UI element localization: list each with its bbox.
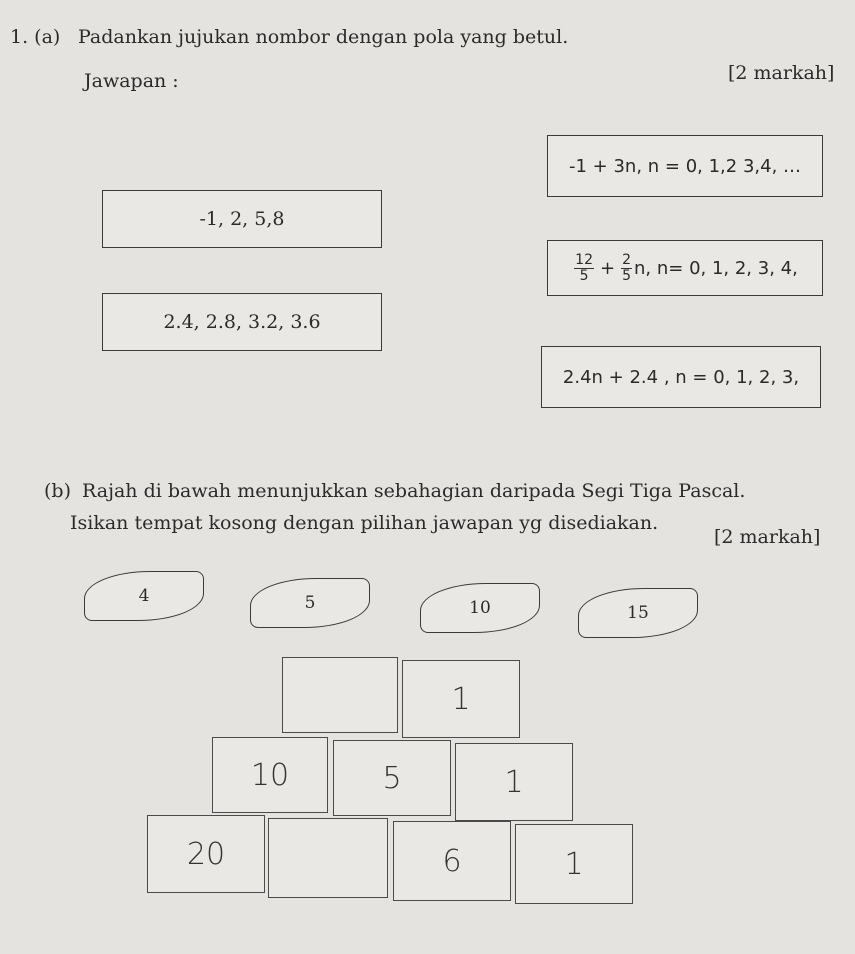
pattern-box-1[interactable] — [547, 135, 823, 197]
fraction-denominator: 5 — [579, 267, 589, 284]
question-b-line-2: Isikan tempat kosong dengan pilihan jawapan yg disediakan. — [70, 512, 659, 534]
pascal-cell — [402, 660, 520, 738]
pattern-text-3: 2.4n + 2.4 , n = 0, 1, 2, 3, — [562, 366, 800, 388]
sequence-text-2: 2.4, 2.8, 3.2, 3.6 — [163, 311, 321, 333]
pascal-blank-cell[interactable] — [282, 657, 398, 733]
choice-label: 5 — [304, 593, 316, 613]
pattern-text-2-tail: n, n= 0, 1, 2, 3, 4, — [634, 257, 798, 279]
question-b-line-1: Rajah di bawah menunjukkan sebahagian daripada Segi Tiga Pascal. — [82, 480, 746, 502]
choice-5[interactable] — [250, 578, 370, 628]
pascal-cell — [212, 737, 328, 813]
cell-value: 1 — [564, 846, 584, 882]
question-a-text: Padankan jujukan nombor dengan pola yang betul. — [78, 26, 569, 48]
pascal-blank-cell[interactable] — [268, 818, 388, 898]
cell-value: 20 — [186, 836, 226, 872]
fraction-denominator: 5 — [622, 267, 631, 284]
cell-value: 6 — [442, 843, 462, 879]
cell-value: 1 — [451, 681, 471, 717]
question-number-b: (b) — [44, 480, 71, 502]
pascal-cell — [147, 815, 265, 893]
pattern-box-2[interactable] — [547, 240, 823, 296]
sequence-box-1[interactable] — [102, 190, 382, 248]
choice-label: 10 — [469, 598, 491, 618]
sequence-box-2[interactable] — [102, 293, 382, 351]
marks-a: [2 markah] — [728, 62, 835, 84]
choice-4[interactable] — [84, 571, 204, 621]
fraction-2-5 — [621, 253, 632, 283]
pattern-text-1: -1 + 3n, n = 0, 1,2 3,4, … — [568, 155, 802, 177]
choice-label: 4 — [138, 586, 150, 606]
choice-10[interactable] — [420, 583, 540, 633]
pascal-cell — [515, 824, 633, 904]
marks-b: [2 markah] — [714, 526, 821, 548]
fraction-numerator: 12 — [575, 251, 593, 268]
choice-label: 15 — [627, 603, 649, 623]
fraction-numerator: 2 — [622, 251, 631, 268]
answer-label: Jawapan : — [84, 70, 179, 92]
cell-value: 5 — [382, 760, 402, 796]
pascal-cell — [455, 743, 573, 821]
cell-value: 10 — [250, 757, 290, 793]
cell-value: 1 — [504, 764, 524, 800]
sequence-text-1: -1, 2, 5,8 — [199, 208, 285, 230]
choice-15[interactable] — [578, 588, 698, 638]
pascal-cell — [333, 740, 451, 816]
question-number-a: 1. (a) — [10, 26, 61, 48]
plus-sign: + — [599, 257, 616, 279]
pattern-box-3[interactable] — [541, 346, 821, 408]
pascal-cell — [393, 821, 511, 901]
fraction-12-5 — [574, 253, 594, 283]
